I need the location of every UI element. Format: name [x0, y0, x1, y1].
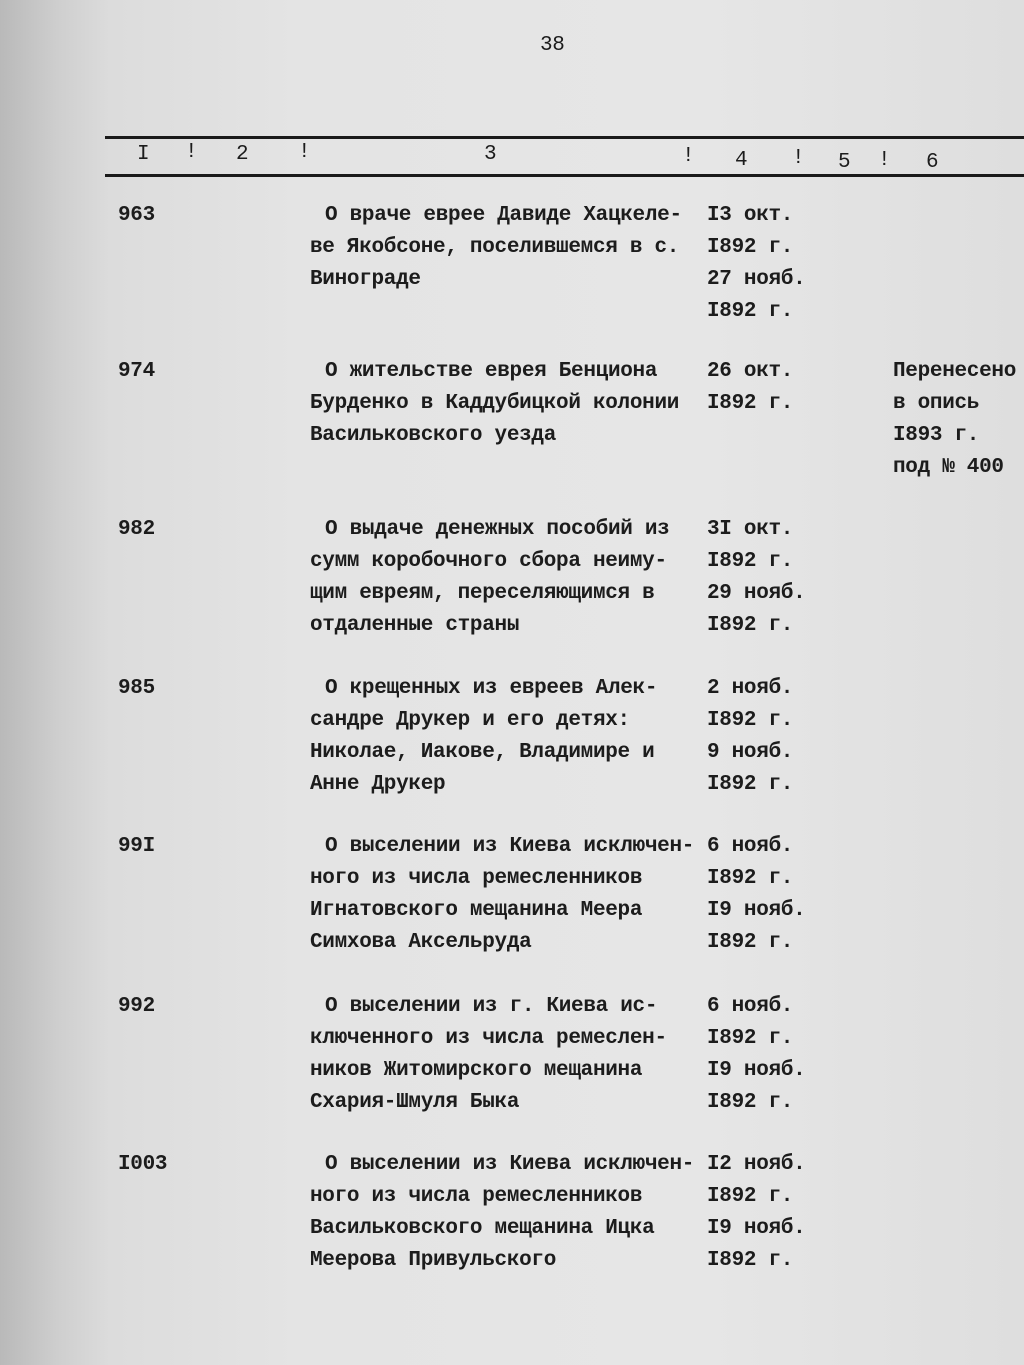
col-header-2: 2 — [236, 143, 249, 166]
entry-description-line: щим евреям, переселяющимся в — [310, 582, 655, 605]
entry-dates-line: I892 г. — [707, 1027, 794, 1050]
col-header-1: I — [137, 143, 150, 166]
entry-description — [310, 991, 667, 1119]
header-top-rule — [105, 136, 1024, 139]
col-separator: ! — [682, 145, 695, 168]
entry-dates — [707, 200, 805, 328]
header-bottom-rule — [105, 174, 1024, 177]
entry-dates-line: I892 г. — [707, 709, 794, 732]
col-separator: ! — [792, 147, 805, 170]
entry-number — [118, 831, 155, 863]
entry-dates-line: 9 нояб. — [707, 741, 794, 764]
entry-description-line: О враче еврее Давиде Хацкеле- — [325, 204, 682, 227]
entry-number — [118, 514, 155, 546]
col-header-4: 4 — [735, 149, 748, 172]
entry-dates-line: I892 г. — [707, 236, 794, 259]
entry-dates — [707, 673, 793, 801]
entry-description-line: сумм коробочного сбора неиму- — [310, 550, 667, 573]
entry-dates-line: I3 окт. — [707, 204, 794, 227]
entry-description-line: Симхова Аксельруда — [310, 931, 532, 954]
entry-dates-line: 3I окт. — [707, 518, 794, 541]
col-header-5: 5 — [838, 151, 851, 174]
entry-description-line: Бурденко в Каддубицкой колонии — [310, 392, 680, 415]
entry-number-line: 99I — [118, 835, 155, 858]
entry-description-line: ного из числа ремесленников — [310, 1185, 643, 1208]
entry-description-line: О выселении из г. Киева ис- — [325, 995, 658, 1018]
entry-number — [118, 356, 155, 388]
entry-description-line: Схария-Шмуля Быка — [310, 1091, 520, 1114]
entry-dates-line: I892 г. — [707, 1185, 794, 1208]
entry-note-line: I893 г. — [893, 424, 980, 447]
entry-dates-line: 29 нояб. — [707, 582, 806, 605]
entry-dates-line: I9 нояб. — [707, 1217, 806, 1240]
entry-description-line: отдаленные страны — [310, 614, 520, 637]
col-header-6: 6 — [926, 151, 939, 174]
entry-number-line: 985 — [118, 677, 155, 700]
entry-dates-line: I2 нояб. — [707, 1153, 806, 1176]
entry-description-line: Игнатовского мещанина Меера — [310, 899, 643, 922]
entry-dates — [707, 356, 793, 420]
entry-description-line: О выдаче денежных пособий из — [325, 518, 670, 541]
entry-dates-line: 6 нояб. — [707, 835, 794, 858]
entry-description-line: ве Якобсоне, поселившемся в с. — [310, 236, 680, 259]
page-number: 38 — [540, 34, 565, 57]
entry-description-line: Анне Друкер — [310, 773, 446, 796]
entry-description-line: О выселении из Киева исключен- — [325, 1153, 695, 1176]
entry-description-line: ключенного из числа ремеслен- — [310, 1027, 667, 1050]
entry-description — [310, 1149, 694, 1277]
entry-description-line: О жительстве еврея Бенциона — [325, 360, 658, 383]
entry-dates — [707, 831, 805, 959]
entry-dates-line: I892 г. — [707, 392, 794, 415]
entry-note-line: в опись — [893, 392, 980, 415]
entry-description-line: сандре Друкер и его детях: — [310, 709, 630, 732]
entry-description — [310, 831, 694, 959]
entry-description-line: ников Житомирского мещанина — [310, 1059, 643, 1082]
entry-dates-line: I892 г. — [707, 773, 794, 796]
entry-description-line: О крещенных из евреев Алек- — [325, 677, 658, 700]
entry-number-line: 982 — [118, 518, 155, 541]
entry-note-line: под № 400 — [893, 456, 1004, 479]
entry-description-line: Меерова Привульского — [310, 1249, 557, 1272]
entry-note-line: Перенесено — [893, 360, 1017, 383]
entry-dates-line: I892 г. — [707, 931, 794, 954]
entry-dates — [707, 1149, 805, 1277]
entry-dates-line: I892 г. — [707, 614, 794, 637]
entry-dates-line: 6 нояб. — [707, 995, 794, 1018]
entry-description-line: Николае, Иакове, Владимире и — [310, 741, 655, 764]
entry-dates-line: I892 г. — [707, 867, 794, 890]
entry-number — [118, 991, 155, 1023]
col-header-3: 3 — [484, 143, 497, 166]
entry-dates-line: I892 г. — [707, 1091, 794, 1114]
entry-number-line: 963 — [118, 204, 155, 227]
entry-description — [310, 356, 679, 452]
entry-dates-line: 26 окт. — [707, 360, 794, 383]
entry-dates-line: I9 нояб. — [707, 899, 806, 922]
entry-dates-line: 2 нояб. — [707, 677, 794, 700]
entry-dates-line: I892 г. — [707, 550, 794, 573]
entry-number-line: 974 — [118, 360, 155, 383]
entry-number — [118, 200, 155, 232]
entry-description-line: О выселении из Киева исключен- — [325, 835, 695, 858]
entry-dates — [707, 991, 805, 1119]
entry-dates — [707, 514, 805, 642]
col-separator: ! — [185, 141, 198, 164]
entry-note — [893, 356, 1016, 484]
entry-number — [118, 1149, 167, 1181]
entry-dates-line: I892 г. — [707, 300, 794, 323]
entry-description-line: Винограде — [310, 268, 421, 291]
entry-dates-line: 27 нояб. — [707, 268, 806, 291]
entry-number — [118, 673, 155, 705]
entry-dates-line: I892 г. — [707, 1249, 794, 1272]
entry-number-line: I003 — [118, 1153, 168, 1176]
entry-description-line: ного из числа ремесленников — [310, 867, 643, 890]
entry-dates-line: I9 нояб. — [707, 1059, 806, 1082]
entry-description — [310, 514, 669, 642]
col-separator: ! — [298, 141, 311, 164]
entry-description — [310, 673, 657, 801]
entry-description-line: Васильковского уезда — [310, 424, 557, 447]
entry-description-line: Васильковского мещанина Ицка — [310, 1217, 655, 1240]
entry-number-line: 992 — [118, 995, 155, 1018]
entry-description — [310, 200, 682, 296]
col-separator: ! — [878, 149, 891, 172]
